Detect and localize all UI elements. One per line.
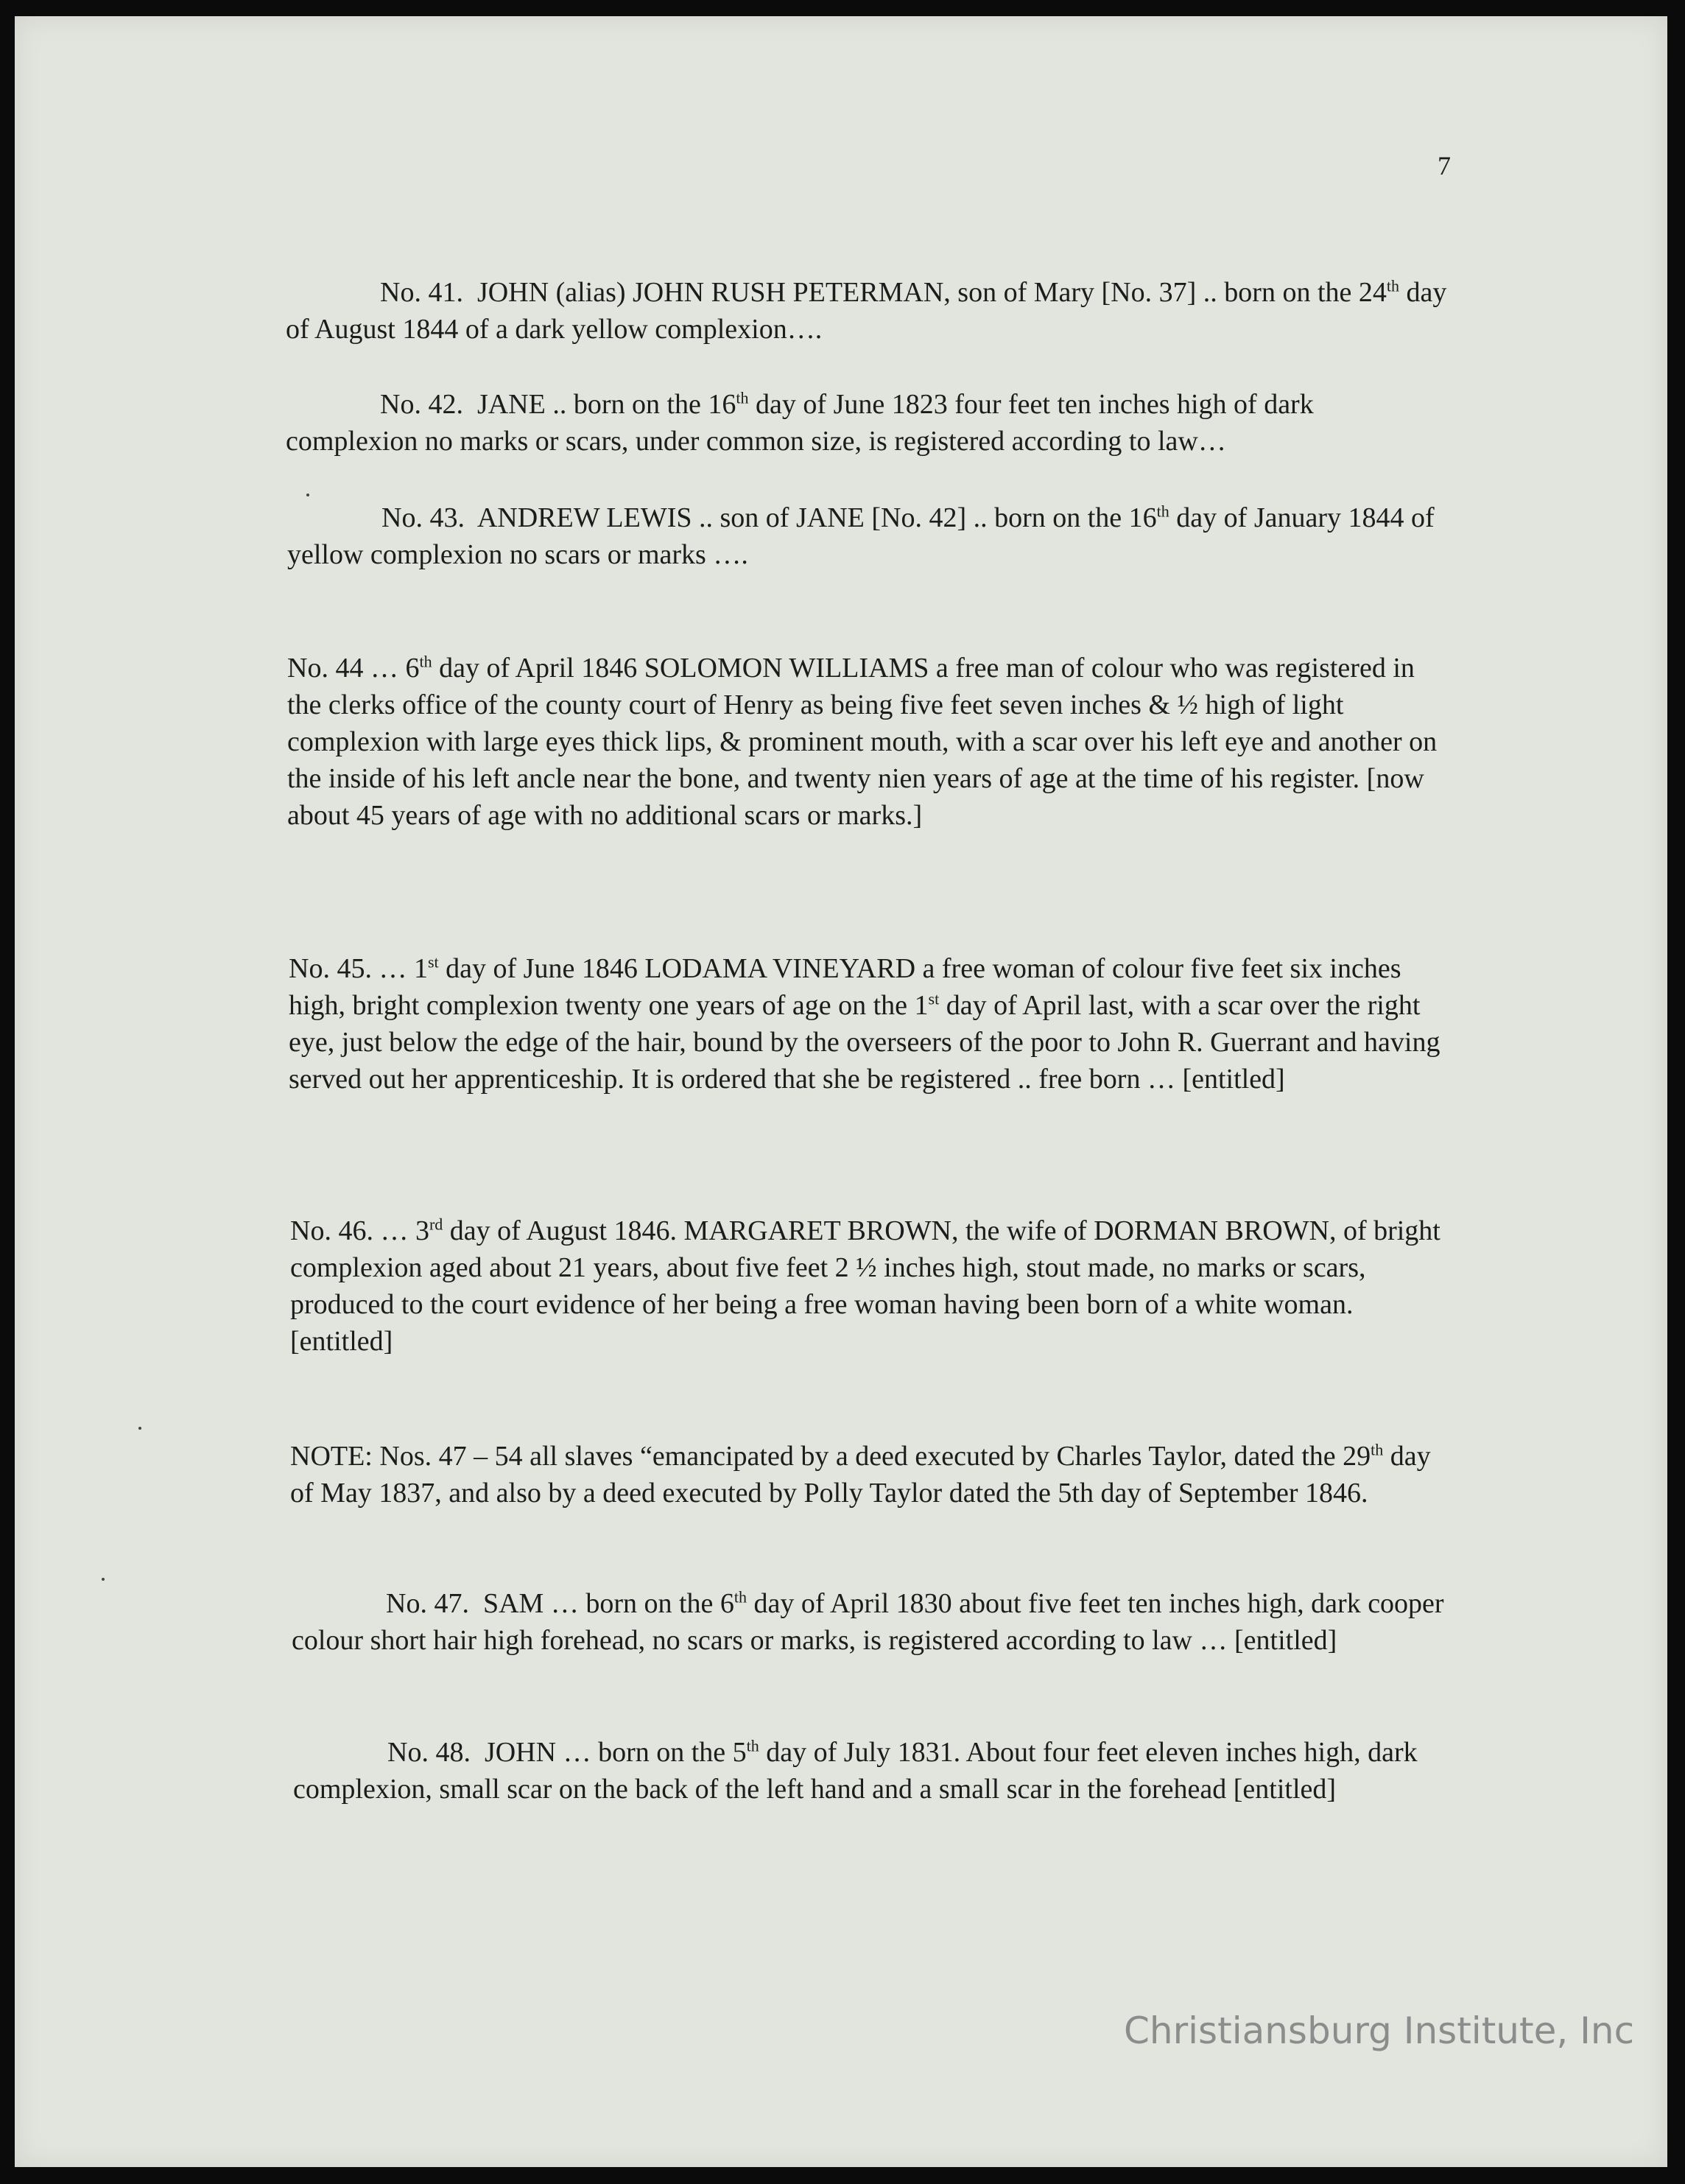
paper-speck [102,1578,105,1581]
entry-43: No. 43. ANDREW LEWIS .. son of JANE [No. 42] .. born on the 16th day of January 1844 of yellow complexion no scars or marks …. [287,502,1435,570]
entry-47: No. 47. SAM … born on the 6th day of April 1830 about five feet ten inches high, dark cooper colour short hair high forehead, no scars or marks, is registered according to law … [entitled] [292,1587,1444,1656]
entry-41: No. 41. JOHN (alias) JOHN RUSH PETERMAN, son of Mary [No. 37] .. born on the 24th day of August 1844 of a dark yellow complexion…. [286,276,1447,345]
entry-48: No. 48. JOHN … born on the 5th day of July 1831. About four feet eleven inches high, dark complexion, small scar on the back of the left hand and a small scar in the forehead [entitled] [293,1736,1418,1805]
entry-44: No. 44 … 6th day of April 1846 SOLOMON WILLIAMS a free man of colour who was registered in the clerks office of the county court of Henry as being five feet seven inches & ½ high of light complexion with large eyes thick lips, & prominent mouth, with a scar over his left eye and another on the inside of his left ancle near the bone, and twenty nien years of age at the time of his register. [now about 45 years of age with no additional scars or marks.] [287,652,1438,831]
note-47-54: NOTE: Nos. 47 – 54 all slaves “emancipated by a deed executed by Charles Taylor, dated the 29th day of May 1837, and also by a deed executed by Polly Taylor dated the 5th day of September 1846. [290,1440,1431,1509]
watermark: Christiansburg Institute, Inc [1124,2009,1635,2052]
page-number: 7 [1438,151,1451,180]
document-page [15,16,1667,2167]
entry-42: No. 42. JANE .. born on the 16th day of June 1823 four feet ten inches high of dark complexion no marks or scars, under common size, is registered according to law… [286,388,1314,457]
paper-speck [306,494,309,496]
entry-45: No. 45. … 1st day of June 1846 LODAMA VINEYARD a free woman of colour five feet six inches high, bright complexion twenty one years of age on the 1st day of April last, with a scar over the right eye, just below the edge of the hair, bound by the overseers of the poor to John R. Guerrant and having served out her apprenticeship. It is ordered that she be registered .. free born … [entitled] [289,952,1440,1095]
paper-speck [138,1427,141,1430]
entry-46: No. 46. … 3rd day of August 1846. MARGARET BROWN, the wife of DORMAN BROWN, of bright complexion aged about 21 years, about five feet 2 ½ inches high, stout made, no marks or scars, produced to the court evidence of her being a free woman having been born of a white woman. [entitled] [290,1215,1440,1357]
